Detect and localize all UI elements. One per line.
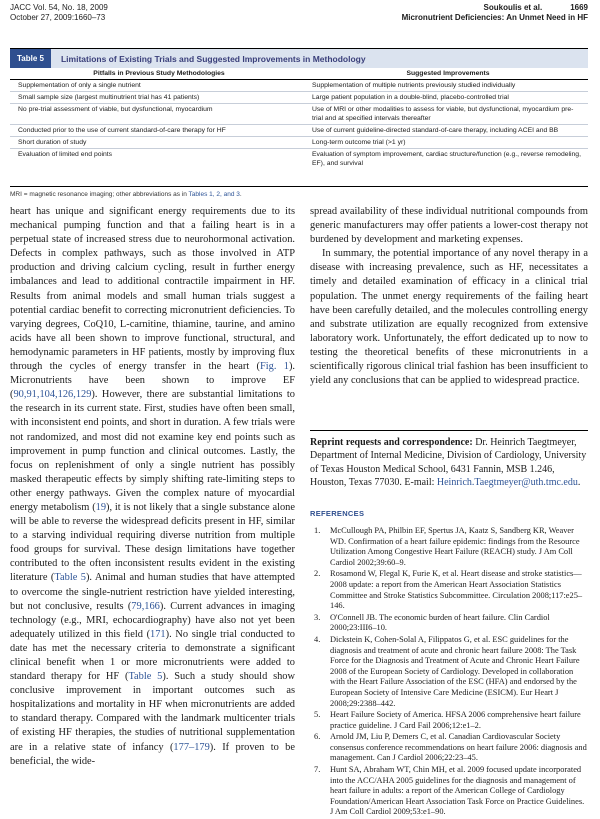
table-cell-improvement: Supplementation of multiple nutrients previously studied individually [312, 82, 516, 89]
table-title-bar [10, 49, 588, 68]
table-5 [10, 48, 588, 169]
article-header [402, 3, 588, 23]
running-title: Micronutrient Deficiencies: An Unmet Need in HF [401, 13, 588, 22]
reference-number: 2. [314, 569, 321, 579]
table-cell-pitfall: Evaluation of limited end points [18, 151, 113, 158]
body-text: ). Animal and human studies that have attempted to overcome the single-nutrient restriction have yielded interesting, but not conclusive, results ( [10, 572, 295, 612]
reference-text: O'Connell JB. The economic burden of heart failure. Clin Cardiol 2000;23:III6–10. [330, 612, 550, 633]
header-authors: Soukoulis et al. [483, 3, 543, 12]
body-text: ). If proven to be beneficial, the wide- [10, 741, 295, 767]
reference-list [310, 526, 588, 819]
table-header-row [10, 68, 588, 80]
reference-number: 1. [314, 526, 321, 535]
body-text: heart has unique and significant energy requirements due to its mechanical pumping function and that a failing heart is in a perpetual state of increased stress due to neurohormonal activation. Defects in complex pathways, such as those involved in ATP production and driving calcium cycling, result in further energy imbalances and lead to additional contractile impairment in HF. Results from animal models and small human trials suggest a potential cardiac benefit to correcting micronutrient deficiencies. To varying degrees, CoQ10, L-carnitine, thiamine, taurine, and amino acids have all been shown to improve functional, structural, and hemodynamic parameters in HF patients, mostly by improving flux through the cycles of energy transfer in the heart ( [10, 206, 295, 373]
table-caption: Limitations of Existing Trials and Suggested Improvements in Methodology [60, 53, 366, 64]
body-left-column [10, 205, 295, 769]
table-row [10, 104, 588, 125]
table-cell-improvement: Large patient population in a double-blind, placebo-controlled trial [312, 94, 509, 101]
reference-text: Rosamond W, Flegal K, Furie K, et al. Heart disease and stroke statistics—2008 update: a report from the American Heart Association Statistics Committee and Stroke Statistics Subcommittee. Circulation 2008;117:e25–146. [330, 569, 583, 611]
reprint-text: Dr. Heinrich Taegtmeyer, Department of Internal Medicine, Division of Cardiology, University of Texas Houston Medical School, 6431 Fannin, MSB 1.246, Houston, Texas 77030. E-mail: [310, 437, 587, 488]
table-label: Table 5 [10, 49, 51, 68]
reference-item [310, 765, 588, 818]
journal-citation [10, 3, 108, 23]
table-cell-pitfall: No pre-trial assessment of viable, but dysfunctional, myocardium [18, 106, 213, 113]
body-paragraph: spread availability of these individual nutritional compounds from generic manufacturers may offer patients a lower-cost therapy not burdened by development and marketing expenses. [310, 206, 588, 246]
citation-link[interactable]: 90,91,104,126,129 [13, 389, 92, 401]
table-grid [10, 68, 588, 169]
figure-link[interactable]: Fig. 1 [260, 361, 289, 373]
references-heading: REFERENCES [310, 509, 365, 518]
reference-text: McCullough PA, Philbin EF, Spertus JA, Kaatz S, Sandberg KR, Weaver WD. Confirmation of a heart failure epidemic: findings from the Resource Utilization Among Congestive Heart Failure (REACH) study. J Am Coll Cardiol 2002;39:60–9. [330, 526, 580, 567]
reference-item [310, 635, 588, 709]
reprint-end: . [577, 476, 581, 488]
table-cell-improvement: Use of MRI or other modalities to assess for viable, but dysfunctional, myocardium pre-trial and at specified intervals thereafter [312, 106, 574, 122]
reference-item [310, 710, 588, 731]
reference-text: Hunt SA, Abraham WT, Chin MH, et al. 2009 focused update incorporated into the ACC/AHA 2005 guidelines for the diagnosis and management of heart failure in adults: a report of the American College of Cardiology Foundation/American Heart Association Task Force on Practice Guidelines. J Am Coll Cardiol 2009;53:e1–90. [330, 765, 585, 817]
reference-number: 5. [314, 710, 321, 720]
footnote-text: MRI = magnetic resonance imaging; other abbreviations as in [10, 191, 189, 198]
reference-item [310, 613, 588, 634]
email-link[interactable]: Heinrich.Taegtmeyer@uth.tmc.edu [436, 476, 578, 488]
table-cell-improvement: Long-term outcome trial (>1 yr) [312, 139, 406, 146]
reference-item [310, 526, 588, 568]
reference-text: Heart Failure Society of America. HFSA 2006 comprehensive heart failure practice guideline. J Card Fail 2006;12:e1–2. [330, 710, 581, 730]
reference-number: 4. [314, 634, 321, 644]
body-text: ). However, there are substantial limitations to the research in its current state. First, studies have often been small, with inconsistent end points, and short in duration. A few trials were not randomized, and most did not examine key end points such as improvement in pump function and clinical outcomes. Lastly, the focus on replenishment of only a single nutrient has possibly masked therapeutic effects by simply shifting rate-limiting steps to other energy pathways. Given the complex nature of myocardial energy metabolism ( [10, 389, 295, 513]
page-number: 1669 [570, 3, 588, 12]
body-text: ). Current advances in imaging technology (e.g., MRI, echocardiography) have also not yet been adequately utilized in this field ( [10, 600, 295, 640]
reference-text: Dickstein K, Cohen-Solal A, Filippatos G, et al. ESC guidelines for the diagnosis and treatment of acute and chronic heart failure 2008: The Task Force for the Diagnosis and Treatment of Acute and Chronic Heart Failure 2008 of the European Society of Cardiology. Developed in collaboration with the Heart Failure Association of the ESC (HFA) and endorsed by the European Society of Intensive Care Medicine (ESICM). Eur Heart J 2008;29:2388–442. [330, 634, 580, 708]
table-link[interactable]: Table 5 [128, 671, 163, 683]
body-text: ), it is not likely that a single substance alone will be able to reverse the widespread deficits present in HF, similar to a starving individual requiring diverse nutrition from multiple food groups for survival. These design limitations have together contributed to the often inconsistent results evident in the existing literature ( [10, 501, 295, 584]
journal-volume-line: JACC Vol. 54, No. 18, 2009 [10, 3, 108, 12]
footnote-table-links[interactable]: Tables 1, 2, and 3 [188, 191, 240, 198]
reference-number: 6. [314, 732, 321, 742]
body-text: ). No single trial conducted to date has met the necessary criteria to demonstrate a significant clinical benefit when 1 or more micronutrients were added to standard therapy for HF ( [10, 628, 295, 683]
table-cell-pitfall: Short duration of study [18, 139, 87, 146]
summary-paragraph: In summary, the potential importance of any novel therapy in a disease with increasing prevalence, such as HF, necessitates a timely and detailed examination of efficacy in a clinical trial population. The unmet energy requirements of the failing heart have been carefully detailed, and the molecules controlling energy and substrate utilization are equally recognized from extensive laboratory work. Unfortunately, the effort dedicated up to now to testing the theoretical benefits of these micronutrients in a scientifically rigorous clinical trial fashion has been insufficient to yield any conclusions that can be applied to widespread practice. [310, 248, 588, 387]
table-col1-header: Pitfalls in Previous Study Methodologies [93, 70, 225, 77]
citation-link[interactable]: 171 [150, 628, 166, 640]
table-link[interactable]: Table 5 [54, 572, 86, 584]
table-cell-improvement: Use of current guideline-directed standard-of-care therapy, including ACEI and BB [312, 127, 559, 134]
reference-item [310, 732, 588, 764]
table-col2-header: Suggested Improvements [406, 70, 490, 77]
body-text: ). Such a study should show conclusive improvement in important outcomes such as hospitalizations and mortality in HF when micronutrients are added to standard therapy. Compared with the landmark multicenter trials of existing HF therapies, the studies of nutritional supplementation are in a relative state of infancy ( [10, 671, 296, 753]
citation-link[interactable]: 79,166 [131, 600, 160, 612]
table-row [10, 125, 588, 137]
journal-date-line: October 27, 2009:1660–73 [10, 13, 106, 22]
reference-number: 7. [314, 765, 321, 775]
reprint-requests [310, 430, 588, 489]
reference-item [310, 569, 588, 611]
table-cell-improvement: Evaluation of symptom improvement, cardiac structure/function (e.g., reverse remodeling, EF), and survival [312, 151, 581, 167]
reprint-label: Reprint requests and correspondence: [310, 437, 473, 448]
body-right-column [310, 205, 588, 388]
footnote-end: . [239, 191, 242, 198]
running-header [0, 0, 600, 30]
table-footnote [10, 191, 242, 198]
table-cell-pitfall: Supplementation of only a single nutrient [18, 82, 141, 89]
citation-link[interactable]: 19 [95, 501, 107, 513]
table-row [10, 137, 588, 149]
body-text: ). Micronutrients have been shown to improve EF ( [10, 361, 295, 401]
table-cell-pitfall: Conducted prior to the use of current standard-of-care therapy for HF [18, 127, 226, 134]
table-bottom-rule [10, 186, 588, 187]
table-row [10, 149, 588, 169]
table-row [10, 80, 588, 92]
table-cell-pitfall: Small sample size (largest multinutrient trial has 41 patients) [18, 94, 200, 101]
reference-text: Arnold JM, Liu P, Demers C, et al. Canadian Cardiovascular Society consensus conference recommendations on heart failure 2006: diagnosis and management. Can J Cardiol 2006;22:23–45. [330, 732, 587, 763]
citation-link[interactable]: 177–179 [173, 741, 210, 753]
table-row [10, 92, 588, 104]
reference-number: 3. [314, 612, 321, 622]
